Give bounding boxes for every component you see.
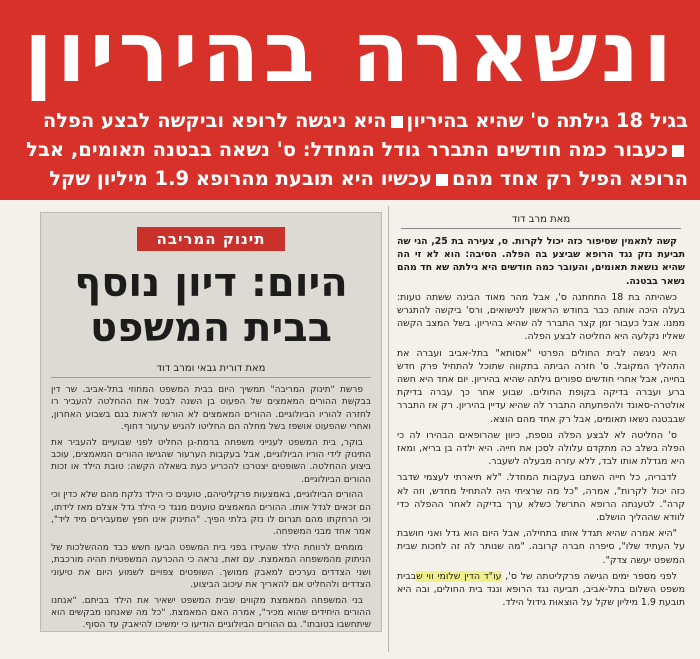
section-label: תינוק המריבה <box>137 227 286 251</box>
square-bullet-icon <box>391 116 403 128</box>
subhead-text: היא ניגשה לרופא וביקשה לבצע הפלה <box>42 109 387 132</box>
red-header-band <box>0 0 700 200</box>
article-paragraph: כשהיתה בת 18 התחתנה ס', אבל מהר מאוד הבינה ששתה טעות: בעלה היכה אותה כבר בחודש הראשון לנישואים, ורס' ביקשה להתגרש ממנו. אבל כעבור זמן קצר התברר לה שהיא בהיריון. בשל המצב הקשה שאליו נקלעה היא החליטה לבצע הפלה. <box>397 291 685 343</box>
box-paragraph: בוקר, בית המשפט לענייני משפחה ברמת-גן החליט לפני שבועיים להעביר את התינוק לידי הוריו הביולוגיים, אבל בעקבות הערעור שהגישו ההורים המאמצים, עוכב ביצוע ההחלטה. השופטים יצטרכו להכריע כעת בשאלה הקשה: טובת הילד או זכות ההורים הביולוגיים. <box>51 437 371 485</box>
final-text: בבית משפט השלום בתל-אביב, תביעה נגד הרופא ונגד בית החולים, ובה היא תובעת 1.9 מיליון שקל על הוצאות גידול הילד. <box>397 570 685 609</box>
box-paragraph: בני המשפחה המאמצת מקווים שבית המשפט ישאיר את הילד בביתם. "אנחנו ההורים היחידים שהוא מכיר", אמרה האם המאמצת. "כל מה שאנחנו מבקשים הוא שיתחשבו בטובתו". גם ההורים הביולוגיים הודיעו כי ימשיכו להיאבק עד הסוף. <box>51 595 371 631</box>
article-paragraph: לדבריה, כל חייה השתנו בעקבות המחדל. "לא תיארתי לעצמי שדבר כזה יכול לקרות", אמרה, "כל מה שרציתי היה להתחיל מחדש, וזה לא קרה". לטענתה הרופא התרשל כשלא ערך בדיקה לאחר ההפלה כדי לוודא שההליך הושלם. <box>397 472 685 524</box>
main-article-column <box>393 206 689 654</box>
square-bullet-icon <box>672 145 684 157</box>
box-headline-line-2: בבית המשפט <box>89 305 333 351</box>
subhead-text: בגיל 18 גילתה ס' שהיא בהיריון <box>406 109 688 132</box>
subheadline <box>12 106 688 196</box>
article-paragraph-final <box>397 570 685 610</box>
box-headline-line-1: היום: דיון נוסף <box>74 260 348 306</box>
box-headline <box>41 261 381 351</box>
article-lead: קשה לתאמין שסיפור כזה יכול לקרות. ס, צעירה בת 25, הגי שה תביעת נזק נגד הרופא שביצע בה הפלה. הסיבה: הוא לא זי הה שהיא נושאת תאומים, והעובר כמה חודשים היא גילתה שא חד מהם נשאר בבטנה. <box>397 236 685 287</box>
square-bullet-icon <box>436 174 448 186</box>
subhead-line-1 <box>12 106 688 135</box>
subhead-text: הרופא הפיל רק אחד מהם <box>451 167 688 190</box>
box-paragraph: מומחים לרווחת הילד שהעידו בפני בית המשפט הביעו חשש כבד מההשלכות של הניתוק מהמשפחה המאמצת. עם זאת, נראה כי ההכרעה המשפטית תהיה מורכבת, ושני הצדדים נערכים למאבק ממושך. השופטים צפויים לשמוע היום את טיעוני הצדדים ולהחליט אם להאריך את עיכוב הביצוע. <box>51 542 371 591</box>
box-paragraph: ההורים הביולוגיים, באמצעות פרקליטיהם, טוענים כי הילד נלקח מהם שלא כדין וכי הם זכאים לגדל אותו. ההורים המאמצים טוענים מנגד כי הילד גדל אצלם מאז לידתו, וכי הרחקתו מהם תגרום לו נזק בלתי הפיך. "התינוק אינו חפץ שמעבירים מיד ליד", אמר אחד מבני המשפחה. <box>51 490 371 538</box>
subhead-line-2 <box>12 135 688 164</box>
box-paragraph: פרשת "תינוק המריבה" תמשיך היום בבית המשפט המחוזי בתל-אביב. שר דין בבקשת ההורים המאמצים של הפעוט בן השנה לבטל את ההחלטה להעביר רו לחזרה להוריו הביולוגיים. ההורים המאמצים לא הורשו לראות בנם בשבוע האחרון, ואחרי שהפעוט אושפז בשל מחלה הם החליטו להגיש ערעור דחוף. <box>51 385 371 433</box>
subhead-text: כעבור כמה חודשים התברר גודל המחדל: ס' נשאה בבטנה תאומים, אבל <box>26 138 668 161</box>
box-body <box>41 384 381 632</box>
final-text: לפני מספר ימים הגישה פרקליטתה של ס', <box>501 570 677 582</box>
article-paragraph: "היא אמרה שהיא תגדל אותו בתחילה, אבל היום הוא גדל ואני חושבת על העתיד שלו", סיפרה חברה קרובה. "מה שנותר לה זה לחכות שבית המשפט יעשה צדק". <box>397 528 685 566</box>
column-divider <box>388 206 389 652</box>
article-body <box>393 235 689 609</box>
article-paragraph: היא ניגשה לבית החולים הפרטי "אסותא" בתל-אביב ועברה את התהליך המקובל. ס' חזרה הביתה בתקווה שתוכל להתחיל פרק חדש בחייה, אבל אחרי חודשים ספורים גילתה שהיא בהיריון. יום אחד היא חשה ברע ועברה בדיקה בקופת החולים. שבוע אחר כך עברה בדיקת אולטרה-סאונד ולהפתעתה התברר לה שהיא עדיין בהיריון. רק אז התברר שבבטנה נשאו תאומים, אבל רק אחד מהם הוצא. <box>397 347 685 425</box>
box-byline: מאת דורית גבאי ומרב דוד <box>51 363 371 378</box>
article-byline: מאת מרב דוד <box>401 214 681 229</box>
subhead-line-3 <box>12 164 688 193</box>
article-paragraph: ס' החליטה לא לבצע הפלה נוספת, כיוון שהרופאים הבהירו לה כי הפלה בשלב כה מתקדם עלולה לסכן את חייה. היא ילדה בן בריא, ומאז היא מגדלת אותו לבד, ללא עזרה מבעלה לשעבר. <box>397 429 685 468</box>
subhead-text: עכשיו היא תובעת מהרופא 1.9 מיליון שקל <box>49 167 432 190</box>
section-label-wrap <box>41 227 381 251</box>
headline: ונשארה בהיריון <box>24 3 676 101</box>
sidebar-box <box>40 212 382 632</box>
highlighted-text: עו"ד הדין שלומי ווי ש <box>416 570 502 582</box>
